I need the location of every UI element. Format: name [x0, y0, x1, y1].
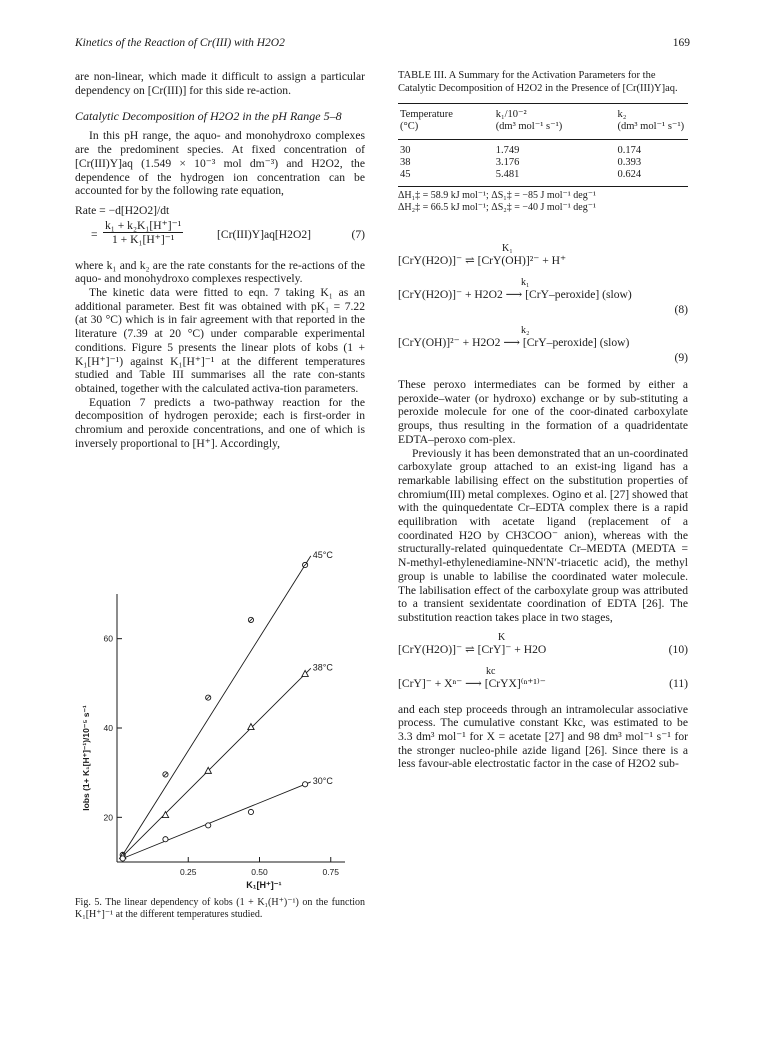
paragraph: Equation 7 predicts a two-pathway reaction for the decomposition of hydrogen peroxide; each is first-order in chromium and peroxide concentrations, and one of which is inversely proportional to [H⁺]. Accordingly,	[75, 395, 365, 450]
equilibrium-equation	[398, 244, 688, 270]
x-tick-label: 0.25	[179, 867, 197, 877]
rate-equation	[75, 219, 365, 253]
table-header-row	[398, 104, 688, 140]
table-caption: TABLE III. A Summary for the Activation Parameters for the Catalytic Decomposition of H2O2 in the Presence of [Cr(III)Y]aq.	[398, 70, 678, 94]
rate-constant-label: k₂	[521, 325, 530, 336]
left-column	[75, 70, 365, 450]
rate-constant-label: K	[498, 631, 506, 643]
series-30C	[120, 776, 333, 861]
table-header-cell	[494, 104, 616, 140]
equation-text: [CrY(H2O)]⁻ + H2O2 ⟶ [CrY–peroxide] (slow)	[398, 288, 632, 301]
table-cell: 30	[400, 145, 411, 156]
rate-concentrations: [Cr(III)Y]aq[H2O2]	[217, 227, 311, 241]
series-label: 38°C	[312, 662, 333, 673]
data-point	[206, 823, 211, 828]
table-cell: 45	[400, 169, 411, 180]
activation-params-2: ΔH₂‡ = 66.5 kJ mol⁻¹; ΔS₂‡ = −40 J mol⁻¹ deg⁻¹	[398, 202, 596, 213]
table-cell: 1.749	[495, 145, 520, 156]
series-line	[123, 782, 311, 858]
equation-text: [CrY(H2O)]⁻ ⇌ [CrY]⁻ + H2O	[398, 642, 547, 656]
paragraph: Previously it has been demonstrated that an un-coordinated carboxylate group attached to an exist-ing ligand has a remarkable labilising effect on the substitution properties of chromium(III) metal complexes. Ogino et al. [27] showed that with the quinquedentate Cr–EDTA complex there is a rapid equilibration with acetate ligand (replacement of a coordinated H2O by CH3COO⁻ anion), whereas with the structurally-related quinquedentate Cr–MEDTA (MEDTA = N-methyl-ethylenediamine-NN′N′-triacetic acid), the methyl group is unable to labilise the coordinated water molecule. The labilisation effect of the carboxylate group was attributed to a transient sexidentate coordination of EDTA [26]. The substitution reaction takes place in two stages,	[398, 446, 688, 624]
table-header-cell	[615, 104, 688, 140]
table-row	[398, 169, 688, 186]
running-title: Kinetics of the Reaction of Cr(III) with H2O2	[75, 37, 285, 49]
reaction-equation-9	[398, 326, 688, 366]
table-cell: 0.624	[617, 169, 642, 180]
series-line	[123, 668, 311, 856]
paragraph-continued: are non-linear, which made it difficult to assign a particular dependency on [Cr(III)] for this side re-action.	[75, 70, 365, 97]
header-line: k₁/10⁻²	[495, 109, 527, 120]
reaction-equation-10	[398, 633, 688, 659]
rate-equation-lhs: Rate = −d[H2O2]/dt	[75, 203, 170, 217]
table-cell: 0.174	[617, 145, 642, 156]
data-point	[248, 724, 254, 730]
figure-caption: Fig. 5. The linear dependency of kobs (1 + K₁(H⁺)⁻¹) on the function K₁[H⁺]⁻¹ at the different temperatures studied.	[75, 897, 365, 920]
running-header	[75, 37, 690, 53]
table-cell: 0.393	[617, 157, 642, 168]
equation-text: [CrY(H2O)]⁻ ⇌ [CrY(OH)]²⁻ + H⁺	[398, 254, 567, 267]
equation-number: (11)	[669, 676, 688, 690]
paragraph: and each step proceeds through an intramolecular associative process. The cumulative constant Kkc, was estimated to be 3.3 dm³ mol⁻¹ for X = acetate [27] and 98 dm³ mol⁻¹ s⁻¹ for the stronger nucleo-phile azide ligand [26]. Since there is a less favour-able electrostatic factor in the case of H2O2 sub-	[398, 702, 688, 771]
table-row	[398, 157, 688, 169]
equation-number: (8)	[674, 303, 688, 316]
data-point	[303, 782, 308, 787]
x-tick-label: 0.50	[251, 867, 268, 877]
data-point	[162, 812, 168, 818]
rate-numerator: k₁ + k₂K₁[H⁺]⁻¹	[105, 218, 182, 232]
paragraph: The kinetic data were fitted to eqn. 7 taking K₁ as an additional parameter. Best fit was obtained with pK₁ = 7.22 (at 30 °C) which is in fair agreement with that reported in the literature (7.39 at 20 °C) under comparable experimental conditions. Figure 5 presents the linear plots of kobs (1 + K₁[H⁺]⁻¹) against K₁[H⁺]⁻¹ at the different temperatures studied and Table III summarises all the rate con-stants obtained, together with the calculated activa-tion parameters.	[75, 286, 365, 395]
equation-text: [CrY(OH)]²⁻ + H2O2 ⟶ [CrY–peroxide] (slow)	[398, 336, 630, 349]
paragraph: These peroxo intermediates can be formed by either a peroxide–water (or hydroxo) exchange or by sub-stituting a peroxide molecule for one of the coor-dinated carboxylate groups, thus resulting in the formation of a quadridentate EDTA–peroxo com-plex.	[398, 378, 688, 446]
header-line: k₂	[617, 109, 627, 120]
rate-constant-label: kc	[486, 665, 496, 677]
x-tick-label: 0.75	[322, 867, 340, 877]
section-heading: Catalytic Decomposition of H2O2 in the pH Range 5–8	[75, 109, 342, 124]
table-header-cell	[398, 104, 494, 140]
series-label: 30°C	[312, 775, 333, 786]
table-iii	[398, 103, 688, 186]
header-line: (°C)	[400, 121, 419, 132]
table-cell: 38	[400, 157, 411, 168]
data-point	[120, 856, 125, 861]
header-line: (dm³ mol⁻¹ s⁻¹)	[495, 121, 563, 132]
data-point	[163, 837, 168, 842]
header-line: (dm³ mol⁻¹ s⁻¹)	[617, 121, 685, 132]
paragraph: where k₁ and k₂ are the rate constants for the re-actions of the aquo- and monohydroxo complexes respectively.	[75, 258, 365, 286]
data-point	[248, 809, 253, 814]
reaction-equation-11	[398, 667, 688, 693]
right-column	[398, 70, 688, 771]
rate-fraction	[103, 219, 183, 247]
x-axis-label: K₁[H⁺]⁻¹	[246, 880, 282, 890]
table-footnote	[398, 186, 688, 214]
series-38C	[120, 662, 334, 858]
table-row	[398, 140, 688, 158]
equation-number: (7)	[351, 227, 365, 241]
series-45C	[120, 550, 333, 858]
reaction-equation-8	[398, 278, 688, 318]
rate-constant-label: k₁	[521, 277, 530, 288]
header-line: Temperature	[400, 109, 453, 120]
equals-sign: =	[91, 227, 98, 241]
table-cell: 5.481	[495, 169, 520, 180]
y-tick-label: 60	[103, 633, 113, 644]
series-label: 45°C	[312, 549, 333, 560]
y-tick-label: 20	[103, 812, 113, 823]
rate-constant-label: K₁	[502, 243, 513, 254]
y-axis-label: Iobs (1+ K₁[H⁺]⁻¹)/10⁻⁵ s⁻¹	[81, 705, 91, 811]
rate-denominator: 1 + K₁[H⁺]⁻¹	[111, 233, 175, 247]
table-cell: 3.176	[495, 157, 520, 168]
figure-5-chart	[75, 549, 365, 890]
y-tick-label: 40	[103, 723, 113, 733]
equation-text: [CrY]⁻ + Xⁿ⁻ ⟶ [CrYX]⁽ⁿ⁺¹⁾⁻	[398, 676, 546, 690]
activation-params-1: ΔH₁‡ = 58.9 kJ mol⁻¹; ΔS₁‡ = −85 J mol⁻¹ deg⁻¹	[398, 190, 596, 201]
equation-number: (9)	[674, 351, 688, 364]
series-line	[123, 556, 311, 855]
equation-number: (10)	[668, 642, 688, 656]
paragraph: In this pH range, the aquo- and monohydroxo complexes are the predominent species. At fixed concentration of [Cr(III)Y]aq (1.549 × 10⁻³ mol dm⁻³) and H2O2, the dependence of the hydrogen ion concentration can be accounted for by the following rate equation,	[75, 129, 365, 198]
page-number: 169	[672, 37, 690, 49]
